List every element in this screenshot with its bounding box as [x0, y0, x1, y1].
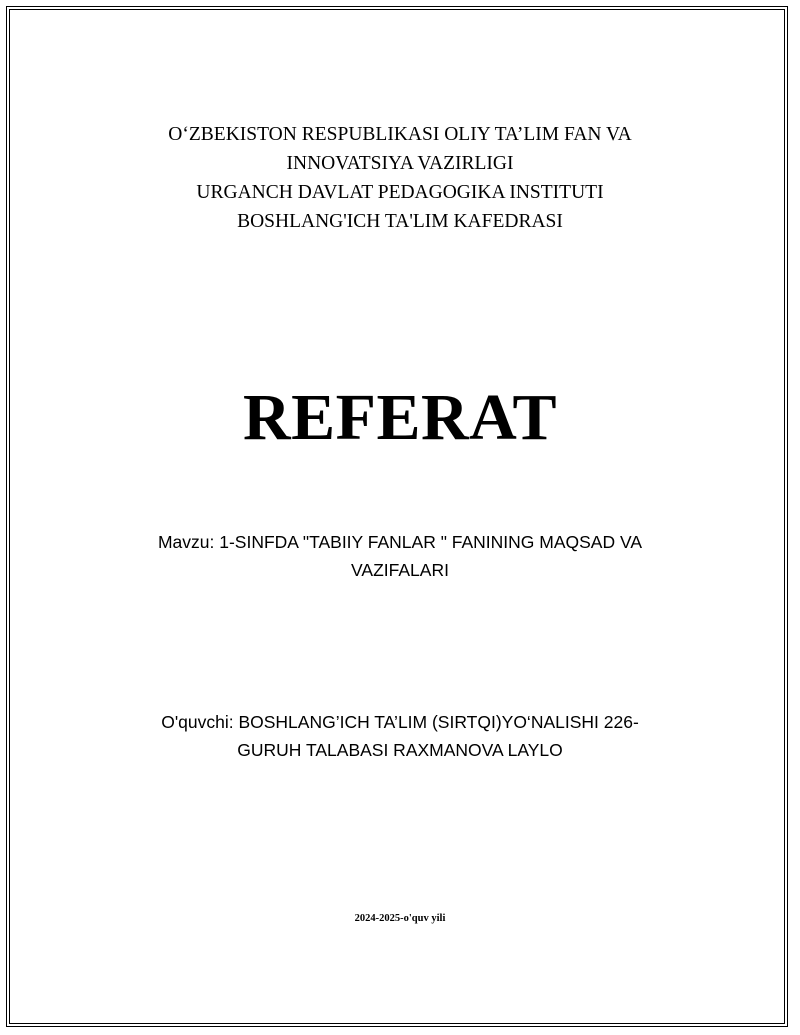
academic-year: 2024-2025-o'quv yili — [354, 913, 446, 924]
institution-header — [0, 120, 800, 236]
topic-block — [120, 528, 680, 584]
student-line-1: O'quvchi: BOSHLANG’ICH TA’LIM (SIRTQI)YO‘NALISHI 226- — [161, 712, 639, 732]
student-line-2: GURUH TALABASI RAXMANOVA LAYLO — [237, 740, 563, 760]
institute-name: URGANCH DAVLAT PEDAGOGIKA INSTITUTI — [196, 182, 604, 203]
topic-line-1: Mavzu: 1-SINFDA "TABIIY FANLAR " FANINING MAQSAD VA — [157, 532, 643, 552]
department-name: BOSHLANG'ICH TA'LIM KAFEDRASI — [237, 211, 563, 232]
student-block — [120, 708, 680, 764]
document-title: REFERAT — [243, 381, 557, 454]
ministry-line-1: O‘ZBEKISTON RESPUBLIKASI OLIY TA’LIM FAN VA — [168, 124, 632, 145]
ministry-line-2: INNOVATSIYA VAZIRLIGI — [286, 153, 514, 174]
topic-line-2: VAZIFALARI — [351, 560, 449, 580]
